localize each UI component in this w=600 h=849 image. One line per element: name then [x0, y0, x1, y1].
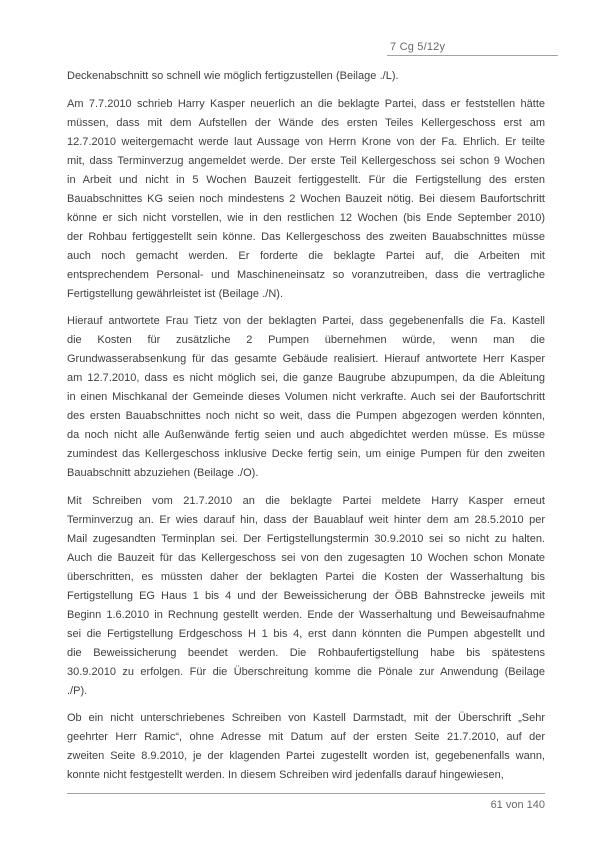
text-line: könne er sich nicht vorstellen, wie in den restlichen 12 Wochen (bis Ende September 2010) — [67, 211, 545, 224]
paragraph — [67, 709, 545, 785]
text-line: überschritten, es müssten daher der beklagten Partei die Kosten der Wasserhaltung bis — [67, 570, 545, 583]
text-line: Terminverzug an. Er wies darauf hin, dass der Bauablauf weit hinter dem am 28.5.2010 per — [67, 513, 545, 526]
text-line: am 12.7.2010, dass es nicht möglich sei, die ganze Baugrube abzupumpen, da die Ableitung — [67, 372, 545, 384]
text-line: Grundwasserabsenkung für das gesamte Gebäude realisiert. Hierauf antwortete Herr Kasper — [67, 353, 545, 365]
text-line: zumindest das Kellergeschoss inklusive Decke fertig sein, um einige Pumpen für den zweiten — [67, 448, 545, 460]
text-line: zweiten Seite 8.9.2010, je der klagenden Partei zugestellt worden ist, gegebenenfalls wann, — [67, 750, 545, 762]
text-line: des ersten Bauabschnittes noch nicht so weit, dass die Pumpen abgezogen werden könnten, — [67, 410, 545, 422]
text-line: Fertigstellung EG Haus 1 bis 4 und der Beweissicherung der ÖBB Bahnstrecke jeweils mit — [67, 589, 545, 602]
case-number: 7 Cg 5/12y — [390, 41, 446, 53]
text-line: Auch die Bauzeit für das Kellergeschoss sei von den zugesagten 10 Wochen schon Monate — [67, 551, 545, 564]
text-line: sei die Fertigstellung Erdgeschoss H 1 bis 4, erst dann könnten die Pumpen abgestellt und — [67, 627, 545, 640]
text-line: in Arbeit und nicht in 5 Wochen Bauzeit fertiggestellt. Für die Fertigstellung des ersten — [67, 173, 545, 186]
text-line: Fertigstellung gewährleistet ist (Beilage ./N). — [67, 287, 284, 300]
text-line: 30.9.2010 zu erfolgen. Für die Überschreitung komme die Pönale zur Anwendung (Beilage — [67, 665, 545, 678]
text-line: geehrter Herr Ramic“, ohne Adresse mit Datum auf der ersten Seite 21.7.2010, auf der — [67, 731, 545, 743]
text-line: Mail zugesandten Terminplan sei. Der Fertigstellungstermin 30.9.2010 sei so nicht zu halten. — [67, 532, 545, 545]
text-line: ./P). — [67, 684, 88, 697]
header-rule — [387, 55, 558, 56]
text-line: in einen Mischkanal der Gemeinde dieses Volumen nicht verkrafte. Auch sei der Baufortschritt — [67, 391, 545, 403]
text-line: müssen, dass mit dem Aufstellen der Wände des ersten Teiles Kellergeschoss erst am — [67, 116, 545, 129]
text-line: Hierauf antwortete Frau Tietz von der beklagten Partei, dass gegebenenfalls die Fa. Kastell — [67, 315, 545, 327]
text-line: der Rohbau fertiggestellt sein könne. Das Kellergeschoss des zweiten Bauabschnittes müsse — [67, 230, 545, 243]
footer-rule — [67, 793, 545, 794]
text-line: konnte nicht festgestellt werden. In diesem Schreiben wird jedenfalls darauf hingewiesen, — [67, 769, 504, 781]
text-line: mit, dass Terminverzug angemeldet werde. Der erste Teil Kellergeschoss sei schon 9 Wochen — [67, 154, 545, 167]
page-indicator: 61 von 140 — [490, 799, 545, 811]
text-line: auch noch gemacht werden. Er forderte die beklagte Partei auf, die Arbeiten mit — [67, 249, 545, 262]
text-line: Mit Schreiben vom 21.7.2010 an die beklagte Partei meldete Harry Kasper erneut — [67, 494, 545, 507]
paragraph — [67, 312, 545, 483]
text-line: da noch nicht alle Außenwände fertig seien und auch abgedichtet werden müsse. Es müsse — [67, 429, 545, 441]
paragraph — [67, 492, 545, 701]
document-body — [67, 67, 545, 794]
text-line: entsprechendem Personal- und Maschineneinsatz so voranzutreiben, dass die vertragliche — [67, 268, 545, 281]
text-line: die Beweissicherung beendet werden. Die Rohbaufertigstellung habe bis spätestens — [67, 646, 545, 659]
page-footer — [67, 799, 545, 811]
text-line: Deckenabschnitt so schnell wie möglich fertigzustellen (Beilage ./L). — [67, 70, 399, 82]
text-line: die Kosten für zusätzliche 2 Pumpen übernehmen würde, wenn man die — [67, 334, 545, 346]
text-line: Ob ein nicht unterschriebenes Schreiben von Kastell Darmstadt, mit der Überschrift „Sehr — [67, 712, 545, 724]
text-line: 12.7.2010 weitergemacht werde laut Aussage von Herrn Krone von der Fa. Ehrlich. Er teilte — [67, 135, 545, 148]
text-line: Beginn 1.6.2010 in Rechnung gestellt werden. Ende der Wasserhaltung und Beweisaufnahme — [67, 608, 545, 621]
text-line: Bauabschnittes KG seien noch mindestens 2 Wochen Bauzeit nötig. Bei diesem Baufortschritt — [67, 192, 545, 205]
text-line: Am 7.7.2010 schrieb Harry Kasper neuerlich an die beklagte Partei, dass er feststellen hätte — [67, 97, 545, 110]
paragraph — [67, 95, 545, 304]
text-line: Bauabschnitt abzuziehen (Beilage ./O). — [67, 467, 259, 479]
paragraph — [67, 67, 545, 86]
